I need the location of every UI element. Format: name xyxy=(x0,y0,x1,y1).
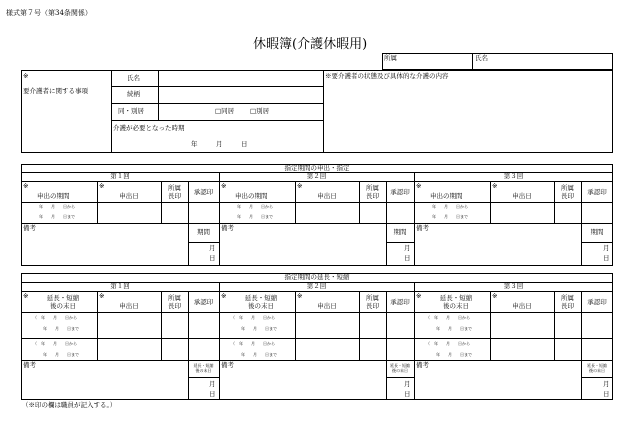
col-dept-head: 所属 長印 xyxy=(168,294,181,311)
separate-residence-checkbox[interactable]: □別居 xyxy=(250,107,270,115)
remarks-label: 備考 xyxy=(23,224,36,232)
col-approval: 承認印 xyxy=(193,298,214,306)
footnote: （※印の欄は職員が記入する。） xyxy=(22,401,117,409)
section2-header: 指定期間の延長・短縮 xyxy=(284,273,350,281)
asterisk: ※ xyxy=(492,182,498,190)
asterisk: ※ xyxy=(416,182,422,190)
row-to: 年 月 日まで xyxy=(241,326,277,331)
round-label: 第１回 xyxy=(110,282,130,290)
col-end-date: 延長・短縮 後の末日 xyxy=(439,294,473,311)
period-label: 期間 xyxy=(590,228,604,236)
asterisk: ※ xyxy=(23,182,29,190)
row-from: （ 年 月 日から xyxy=(231,315,275,320)
col-apply-date: 申出日 xyxy=(119,192,139,200)
row-from: （ 年 月 日から xyxy=(33,315,77,320)
row-from: 年 月 日から xyxy=(432,204,468,209)
row-to: 年 月 日まで xyxy=(436,352,472,357)
col-dept-head: 所属 長印 xyxy=(168,184,181,201)
care-asterisk: ※ xyxy=(23,72,29,80)
section1-header: 指定期間の申出・指定 xyxy=(284,164,350,172)
care-relation-label: 続柄 xyxy=(127,90,140,98)
form-number: 様式第７号（第34条関係） xyxy=(6,9,92,17)
row-to: 年 月 日まで xyxy=(436,326,472,331)
col-end-date: 延長・短縮 後の末日 xyxy=(46,294,80,311)
affiliation-name-box xyxy=(382,53,613,70)
col-approval: 承認印 xyxy=(390,188,410,196)
row-from: （ 年 月 日から xyxy=(231,341,275,346)
day-label: 日 xyxy=(209,390,216,398)
row-from: （ 年 月 日から xyxy=(426,341,470,346)
cohabitation-label: 同・別居 xyxy=(118,107,144,115)
col-dept-head: 所属 長印 xyxy=(561,294,574,311)
month-label: 月 xyxy=(404,244,411,252)
section2-table xyxy=(21,273,613,400)
row-from: （ 年 月 日から xyxy=(426,315,470,320)
col-approval: 承認印 xyxy=(193,188,214,196)
care-month: 月 xyxy=(216,140,223,148)
col-dept-head: 所属 長印 xyxy=(366,294,379,311)
care-needed-label: 介護が必要となった時期 xyxy=(113,124,185,132)
care-name-label: 氏名 xyxy=(127,74,140,82)
col-apply-date: 申出日 xyxy=(317,302,337,310)
asterisk: ※ xyxy=(416,292,422,300)
day-label: 日 xyxy=(404,254,411,262)
care-recipient-section-label: 要介護者に関する事項 xyxy=(23,87,88,95)
asterisk: ※ xyxy=(23,292,29,300)
col-period: 申出の期間 xyxy=(430,192,463,200)
remarks-label: 備考 xyxy=(416,361,429,369)
remarks-label: 備考 xyxy=(221,224,234,232)
name-label: 氏名 xyxy=(475,54,488,62)
care-condition-label: ※要介護者の状態及び具体的な介護の内容 xyxy=(325,72,449,80)
asterisk: ※ xyxy=(221,292,227,300)
care-day: 日 xyxy=(241,140,248,148)
end-date-small: 延長・短縮 後の末日 xyxy=(587,363,607,374)
asterisk: ※ xyxy=(297,292,303,300)
remarks-label: 備考 xyxy=(416,224,429,232)
round-label: 第３回 xyxy=(503,282,524,290)
day-label: 日 xyxy=(603,390,610,398)
remarks-label: 備考 xyxy=(23,361,36,369)
affiliation-label: 所属 xyxy=(384,54,397,62)
row-to: 年 月 日まで xyxy=(241,352,277,357)
row-from: 年 月 日から xyxy=(39,204,75,209)
col-dept-head: 所属 長印 xyxy=(561,184,574,201)
day-label: 日 xyxy=(404,390,411,398)
end-date-small: 延長・短縮 後の末日 xyxy=(193,363,214,374)
month-label: 月 xyxy=(603,244,610,252)
month-label: 月 xyxy=(209,380,216,388)
month-label: 月 xyxy=(404,380,411,388)
col-approval: 承認印 xyxy=(390,298,410,306)
row-to: 年 月 日まで xyxy=(43,352,79,357)
col-apply-date: 申出日 xyxy=(512,302,532,310)
row-to: 年 月 日まで xyxy=(43,326,79,331)
period-label: 期間 xyxy=(197,228,210,236)
row-to: 年 月 日まで xyxy=(39,214,75,219)
col-apply-date: 申出日 xyxy=(512,192,532,200)
asterisk: ※ xyxy=(99,292,105,300)
col-approval: 承認印 xyxy=(587,298,607,306)
col-apply-date: 申出日 xyxy=(119,302,139,310)
asterisk: ※ xyxy=(99,182,105,190)
month-label: 月 xyxy=(603,380,610,388)
end-date-small: 延長・短縮 後の末日 xyxy=(390,363,410,374)
same-residence-checkbox[interactable]: □同居 xyxy=(215,107,235,115)
round-label: 第１回 xyxy=(110,172,130,180)
round-label: 第３回 xyxy=(503,172,524,180)
day-label: 日 xyxy=(603,254,610,262)
row-from: 年 月 日から xyxy=(237,204,273,209)
round-label: 第２回 xyxy=(306,172,327,180)
col-end-date: 延長・短縮 後の末日 xyxy=(244,294,278,311)
col-period: 申出の期間 xyxy=(37,192,70,200)
asterisk: ※ xyxy=(221,182,227,190)
month-label: 月 xyxy=(209,244,216,252)
care-recipient-box xyxy=(21,70,613,153)
period-label: 期間 xyxy=(393,228,407,236)
page-title: 休暇簿(介護休暇用) xyxy=(253,37,368,52)
row-from: （ 年 月 日から xyxy=(33,341,77,346)
care-year: 年 xyxy=(191,140,198,148)
asterisk: ※ xyxy=(297,182,303,190)
col-approval: 承認印 xyxy=(587,188,607,196)
row-to: 年 月 日まで xyxy=(432,214,468,219)
asterisk: ※ xyxy=(492,292,498,300)
remarks-label: 備考 xyxy=(221,361,234,369)
row-to: 年 月 日まで xyxy=(237,214,273,219)
col-apply-date: 申出日 xyxy=(317,192,337,200)
day-label: 日 xyxy=(209,254,216,262)
col-dept-head: 所属 長印 xyxy=(366,184,379,201)
col-period: 申出の期間 xyxy=(235,192,268,200)
round-label: 第２回 xyxy=(306,282,327,290)
